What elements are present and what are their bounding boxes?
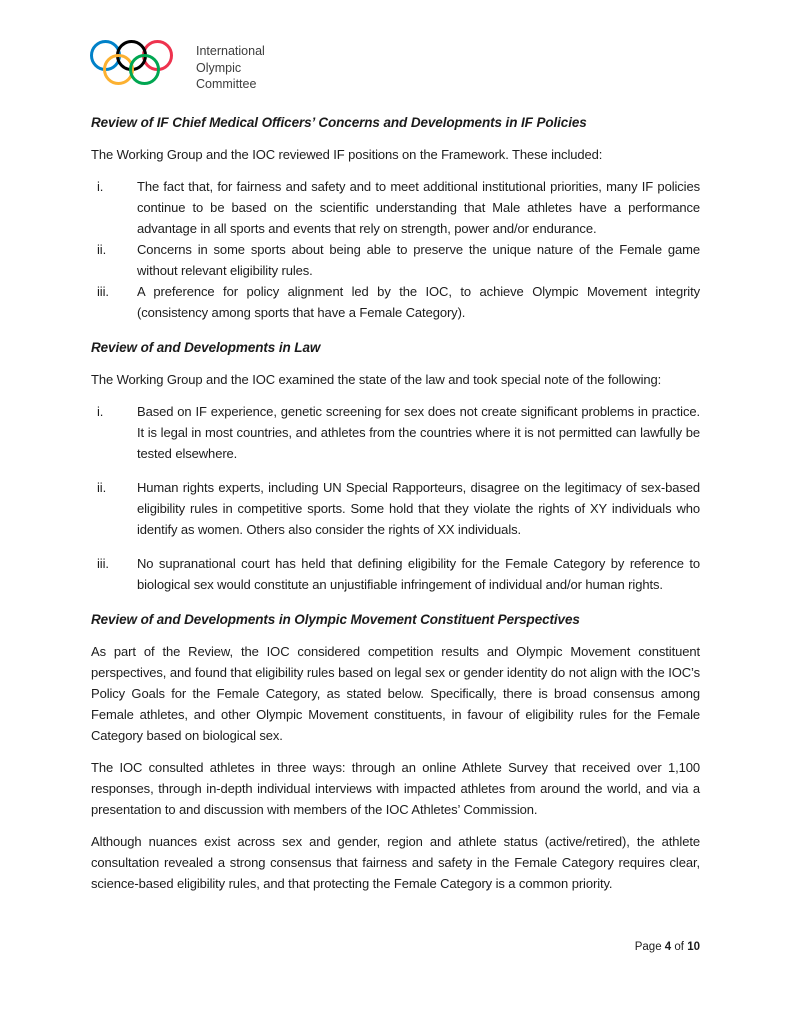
list-item-text: Human rights experts, including UN Special Rapporteurs, disagree on the legitimacy of sex-based eligibility rules in competitive sports. Some hold that they violate the rights of XY individuals who identify as women. Others also consider the rights of XX individuals. <box>137 480 700 537</box>
logo-line-3: Committee <box>196 77 257 91</box>
list-item-text: A preference for policy alignment led by the IOC, to achieve Olympic Movement integrity (consistency among sports that have a Female Category). <box>137 284 700 320</box>
roman-list-if-policies <box>91 176 700 323</box>
roman-list-law <box>91 401 700 595</box>
list-item <box>91 477 700 540</box>
logo-line-2: Olympic <box>196 60 242 75</box>
list-item <box>91 553 700 595</box>
olympic-rings-logo <box>90 40 176 88</box>
document-header <box>90 40 265 93</box>
section-heading-if-policies: Review of IF Chief Medical Officers’ Concerns and Developments in IF Policies <box>91 115 587 130</box>
list-item-text: No supranational court has held that defining eligibility for the Female Category by reference to biological sex would constitute an unjustifiable infringement of individual and/or human rights. <box>137 556 700 592</box>
list-marker: i. <box>97 404 104 419</box>
footer-page-label: Page <box>634 941 662 953</box>
list-item-text: Based on IF experience, genetic screening for sex does not create significant problems in practice. It is legal in most countries, and athletes from the countries where it is not permitted can lawfully be tested elsewhere. <box>137 404 700 461</box>
list-marker: ii. <box>97 480 107 495</box>
list-item <box>91 239 700 281</box>
section-intro-law: The Working Group and the IOC examined the state of the law and took special note of the following: <box>91 372 662 387</box>
list-item-text: The fact that, for fairness and safety and to meet additional institutional priorities, many IF policies continue to be based on the scientific understanding that Male athletes have a performance advantage in all sports and events that rely on strength, power and/or endurance. <box>137 179 700 236</box>
footer-of-label: of <box>674 941 684 953</box>
list-marker: iii. <box>97 556 109 571</box>
list-marker: i. <box>97 179 104 194</box>
paragraph-consultation-consensus: Although nuances exist across sex and gender, region and athlete status (active/retired), the athlete consultation revealed a strong consensus that fairness and safety in the Female Category requires clear, science-based eligibility rules, and that protecting the Female Category is a common priority. <box>91 834 700 891</box>
section-heading-constituent-perspectives: Review of and Developments in Olympic Movement Constituent Perspectives <box>91 612 580 627</box>
olympic-ring-green-icon <box>129 54 160 85</box>
paragraph-review-consensus: As part of the Review, the IOC considered competition results and Olympic Movement constituent perspectives, and found that eligibility rules based on legal sex or gender identity do not align with the IOC’s Policy Goals for the Female Category, as stated below. Specifically, there is broad consensus among Female athletes, and other Olympic Movement constituents, in favour of eligibility rules for the Female Category based on biological sex. <box>91 644 700 743</box>
list-item <box>91 281 700 323</box>
document-body <box>91 112 700 905</box>
page-footer <box>635 941 700 953</box>
section-heading-law: Review of and Developments in Law <box>91 340 321 355</box>
footer-page-number: 4 <box>664 941 672 953</box>
logo-wordmark <box>196 40 265 93</box>
list-marker: ii. <box>97 242 107 257</box>
section-intro-if-policies: The Working Group and the IOC reviewed IF positions on the Framework. These included: <box>91 147 603 162</box>
list-item <box>91 401 700 464</box>
footer-total-pages: 10 <box>687 941 700 953</box>
list-item-text: Concerns in some sports about being able to preserve the unique nature of the Female game without relevant eligibility rules. <box>137 242 700 278</box>
logo-line-1: International <box>196 44 265 58</box>
list-marker: iii. <box>97 284 109 299</box>
list-item <box>91 176 700 239</box>
paragraph-athlete-consultation: The IOC consulted athletes in three ways: through an online Athlete Survey that received over 1,100 responses, through in-depth individual interviews with impacted athletes from around the world, and via a presentation to and discussion with members of the IOC Athletes’ Commission. <box>91 760 700 817</box>
